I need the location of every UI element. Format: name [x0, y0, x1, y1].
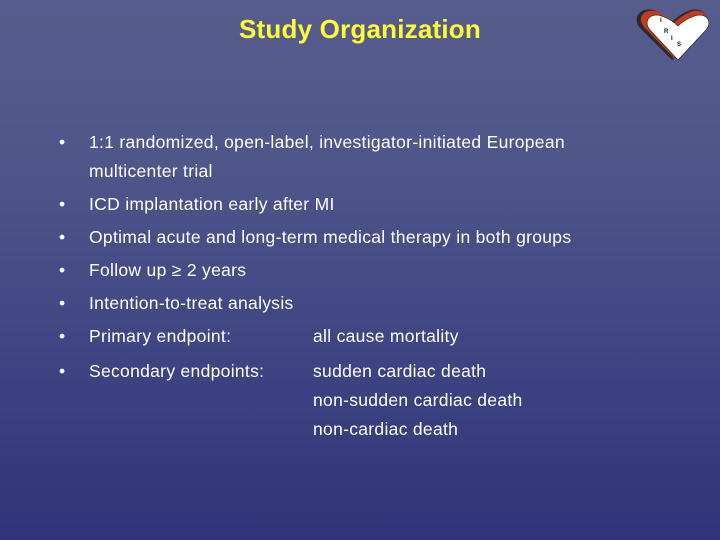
logo-letter-4: S — [677, 42, 682, 48]
primary-endpoint-value: all cause mortality — [313, 326, 459, 346]
primary-endpoint-label: Primary endpoint: — [89, 326, 232, 346]
bullet-item — [59, 256, 649, 285]
iris-heart-logo — [636, 6, 714, 62]
bullet-item — [59, 289, 649, 318]
logo-letter-3: I — [671, 36, 673, 42]
logo-letter-2: R — [664, 29, 669, 35]
bullet-item — [59, 128, 649, 186]
bullet-marker: • — [59, 326, 66, 346]
bullet-marker: • — [59, 293, 66, 313]
bullet-text: Follow up ≥ 2 years — [89, 260, 247, 280]
secondary-endpoints-item — [59, 357, 523, 444]
bullet-marker: • — [59, 260, 66, 280]
bullet-text: Optimal acute and long-term medical therapy in both groups — [89, 227, 572, 247]
primary-endpoint-item — [59, 322, 459, 351]
secondary-endpoint-value: sudden cardiac death — [313, 361, 487, 381]
bullet-item — [59, 223, 649, 252]
bullet-marker: • — [59, 361, 66, 381]
bullet-text: 1:1 randomized, open-label, investigator-initiated European multicenter trial — [89, 132, 565, 181]
secondary-endpoint-value: non-sudden cardiac death — [313, 390, 523, 410]
bullet-text: ICD implantation early after MI — [89, 194, 335, 214]
bullet-marker: • — [59, 227, 66, 247]
bullet-text: Intention-to-treat analysis — [89, 293, 294, 313]
secondary-endpoint-value: non-cardiac death — [313, 419, 459, 439]
bullet-marker: • — [59, 132, 66, 152]
secondary-endpoints-values — [313, 357, 523, 444]
bullet-marker: • — [59, 194, 66, 214]
logo-letter-1: I — [660, 18, 662, 24]
secondary-endpoints-label: Secondary endpoints: — [89, 361, 265, 381]
slide-title: Study Organization — [239, 14, 481, 44]
bullet-item — [59, 190, 649, 219]
